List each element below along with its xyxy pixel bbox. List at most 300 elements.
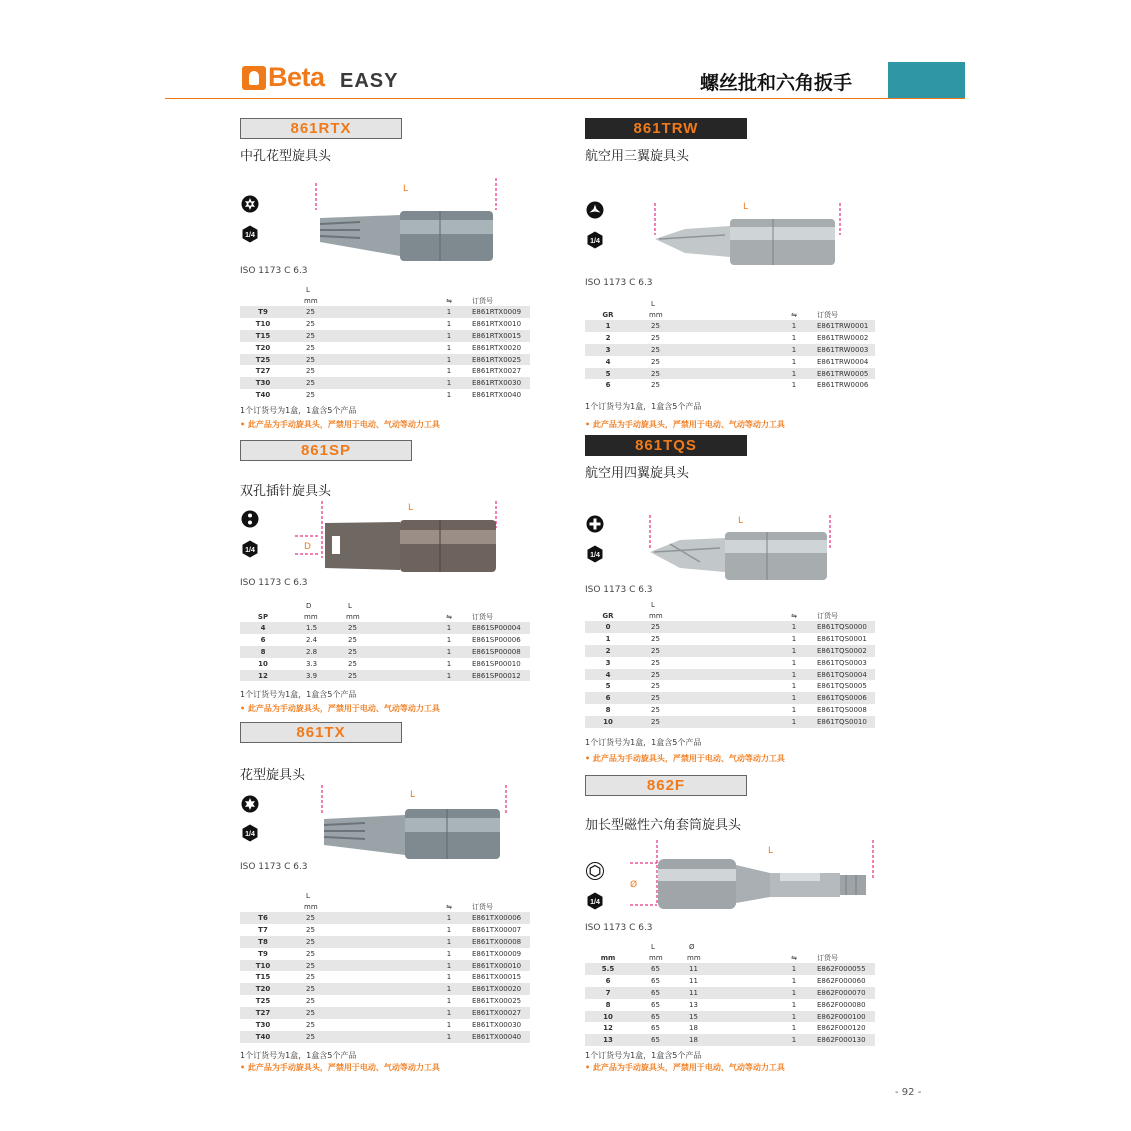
table-cell: 1 xyxy=(426,983,472,995)
tool-illustration-862f xyxy=(620,835,880,915)
table-row xyxy=(585,1011,875,1023)
table-cell: E861TX00006 xyxy=(472,912,530,924)
table-cell: 1 xyxy=(771,645,817,657)
table-cell: 1 xyxy=(426,330,472,342)
table-cell: 65 xyxy=(651,1024,660,1033)
torx-tamper-icon xyxy=(241,195,259,213)
svg-text:1/4: 1/4 xyxy=(245,232,255,239)
table-cell: 5.5 xyxy=(585,963,631,975)
brand-name: Beta xyxy=(268,62,325,92)
table-row xyxy=(585,987,875,999)
table-cell: 25 xyxy=(651,381,660,390)
table-cell: 25 xyxy=(286,960,426,972)
table-cell: 25 xyxy=(631,621,771,633)
product-line-name: EASY xyxy=(340,70,399,92)
table-cell: E862F000130 xyxy=(817,1034,875,1046)
column-header-order: 订货号 xyxy=(472,296,493,305)
table-cell: T6 xyxy=(240,912,286,924)
table-cell: 25 xyxy=(631,344,771,356)
table-cell: T25 xyxy=(255,997,271,1006)
table-cell: E861TQS0006 xyxy=(817,692,875,704)
table-cell: 25 xyxy=(286,377,426,389)
table-cell: 1 xyxy=(446,343,452,352)
table-cell: 1 xyxy=(771,1011,817,1023)
spec-table-862f: L Ø mm mm mm ⇋ 订货号 5.5 65 11 1 E862F000055 6 65 11 1 E862F000060 7 65 11 1 E862F000070 8 65 13 1 E862F000080 10 65 15 1 E862F000100 12 65 18 1 E862F000120 13 65 18 1 E862F000130 xyxy=(585,941,875,1046)
table-cell: 25 xyxy=(286,936,426,948)
table-cell: E861TQS0004 xyxy=(817,669,875,681)
table-row xyxy=(585,320,875,332)
table-cell: 1 xyxy=(791,333,797,342)
quarter-inch-hex-icon xyxy=(586,545,604,563)
table-cell: 1 xyxy=(771,621,817,633)
section-code-861tqs: 861TQS xyxy=(585,435,747,456)
pack-note: 1个订货号为1盒，1盒含5个产品 xyxy=(240,690,357,699)
table-cell: 3.3 xyxy=(306,659,318,668)
beta-logo-icon xyxy=(242,66,266,90)
column-header-gr: GR xyxy=(602,310,614,319)
table-row xyxy=(240,995,530,1007)
table-cell: 1 xyxy=(446,391,452,400)
svg-text:1/4: 1/4 xyxy=(590,552,600,559)
table-cell: 2 xyxy=(585,645,631,657)
table-cell: 13 xyxy=(689,1000,698,1009)
table-cell: 12 xyxy=(240,670,286,682)
pack-qty-icon: ⇋ xyxy=(446,902,452,911)
table-row xyxy=(240,1019,530,1031)
pack-qty-icon: ⇋ xyxy=(791,953,797,962)
table-cell: 25 xyxy=(306,973,315,982)
section-title-861sp: 双孔插针旋具头 xyxy=(240,484,332,499)
table-cell: 4 xyxy=(240,622,286,634)
table-cell: 0 xyxy=(585,621,631,633)
diameter-label: Ø xyxy=(630,880,638,890)
table-cell: 1 xyxy=(426,354,472,366)
table-row xyxy=(585,963,875,975)
table-cell: 1 xyxy=(771,320,817,332)
table-cell: 6 xyxy=(605,381,611,390)
table-cell: T30 xyxy=(240,377,286,389)
length-label: L xyxy=(738,516,744,526)
tool-illustration-861tx xyxy=(310,785,515,865)
table-cell: T9 xyxy=(258,949,268,958)
table-row xyxy=(585,999,875,1011)
spanner-two-hole-icon xyxy=(241,510,259,528)
table-cell: E861TX00040 xyxy=(472,1031,530,1043)
table-row xyxy=(585,692,875,704)
section-code-862f: 862F xyxy=(585,775,747,796)
table-cell: 1 xyxy=(426,646,472,658)
table-cell: 25 xyxy=(651,357,660,366)
tool-illustration-861rtx xyxy=(300,178,505,263)
column-header-mm: mm xyxy=(304,296,318,305)
table-cell: 25 xyxy=(332,646,426,658)
svg-text:1/4: 1/4 xyxy=(590,899,600,906)
table-cell: 65 xyxy=(631,1011,677,1023)
table-cell: 25 xyxy=(348,635,357,644)
header-color-bar xyxy=(888,62,965,98)
table-cell: 1 xyxy=(446,1020,452,1029)
table-cell: E861TRW0005 xyxy=(817,368,875,380)
table-cell: 6 xyxy=(585,692,631,704)
column-header-l: L xyxy=(306,285,310,294)
table-cell: T30 xyxy=(255,1020,271,1029)
quarter-inch-hex-icon xyxy=(586,892,604,910)
table-cell: E861RTX0025 xyxy=(472,354,530,366)
table-row xyxy=(585,1034,875,1046)
table-row xyxy=(585,669,875,681)
spec-table-861trw: L GR mm ⇋ 订货号 1 25 1 E861TRW0001 2 25 1 E861TRW0002 3 25 1 E861TRW0003 4 25 1 E861TRW0004 5 25 1 E861TRW0005 6 25 1 E861TRW0006 xyxy=(585,298,875,391)
table-cell: E861SP00010 xyxy=(472,659,521,668)
table-cell: 10 xyxy=(585,1011,631,1023)
torx-icon xyxy=(241,795,259,813)
table-row xyxy=(240,342,530,354)
svg-text:1/4: 1/4 xyxy=(245,547,255,554)
table-cell: 25 xyxy=(306,343,315,352)
table-row xyxy=(585,633,875,645)
table-cell: T8 xyxy=(240,936,286,948)
table-cell: 25 xyxy=(286,330,426,342)
table-cell: T20 xyxy=(255,343,271,352)
power-tool-warning: • 此产品为手动旋具头，严禁用于电动、气动等动力工具 xyxy=(240,420,440,429)
table-cell: 1.5 xyxy=(286,622,332,634)
table-cell: 25 xyxy=(306,949,315,958)
table-cell: T27 xyxy=(240,1007,286,1019)
table-cell: E861RTX0040 xyxy=(472,391,522,400)
table-row xyxy=(240,306,530,318)
table-row xyxy=(240,960,530,972)
table-cell: 6 xyxy=(260,635,266,644)
table-cell: E861SP00006 xyxy=(472,635,521,644)
section-code-861tx: 861TX xyxy=(240,722,402,743)
table-cell: 25 xyxy=(651,658,660,667)
table-cell: E861TX00030 xyxy=(472,1020,522,1029)
table-cell: 1 xyxy=(791,976,797,985)
table-cell: E861RTX0027 xyxy=(472,367,522,376)
table-row xyxy=(585,716,875,728)
spec-table-861tqs: L GR mm ⇋ 订货号 0 25 1 E861TQS0000 1 25 1 E861TQS0001 2 25 1 E861TQS0002 3 25 1 E861TQS0003 4 25 1 E861TQS0004 5 25 1 E861TQS0005 6 25 1 E861TQS0006 8 25 1 E861TQS0008 10 25 1 E861TQS0010 xyxy=(585,599,875,728)
table-cell: 25 xyxy=(306,391,315,400)
table-cell: 3 xyxy=(585,344,631,356)
table-cell: E862F000120 xyxy=(817,1024,866,1033)
table-cell: 8 xyxy=(605,706,611,715)
table-cell: E861TX00010 xyxy=(472,960,530,972)
table-cell: 11 xyxy=(677,963,771,975)
table-cell: T40 xyxy=(240,1031,286,1043)
table-cell: E861TRW0003 xyxy=(817,344,875,356)
table-cell: 25 xyxy=(348,659,357,668)
table-cell: E861TRW0001 xyxy=(817,320,875,332)
table-row xyxy=(585,645,875,657)
table-cell: E861SP00012 xyxy=(472,670,530,682)
table-cell: 1 xyxy=(791,706,797,715)
table-cell: E861TX00007 xyxy=(472,925,522,934)
spec-table-861sp: D L SP mm mm ⇋ 订货号 4 1.5 25 1 E861SP00004 6 2.4 25 1 E861SP00006 8 2.8 25 1 E861SP00008 10 3.3 25 1 E861SP00010 12 3.9 25 1 E861SP00012 xyxy=(240,600,530,681)
table-cell: 25 xyxy=(651,634,660,643)
table-cell: E861TQS0003 xyxy=(817,658,867,667)
table-cell: E862F000100 xyxy=(817,1011,875,1023)
table-row xyxy=(240,389,530,401)
table-cell: E861SP00004 xyxy=(472,622,530,634)
table-cell: 10 xyxy=(585,716,631,728)
table-row xyxy=(240,1031,530,1043)
section-code-861rtx: 861RTX xyxy=(240,118,402,139)
table-row xyxy=(585,344,875,356)
table-cell: 1 xyxy=(426,622,472,634)
quarter-inch-hex-icon xyxy=(241,824,259,842)
quarter-inch-hex-icon xyxy=(241,225,259,243)
table-cell: 2.8 xyxy=(286,646,332,658)
section-title-862f: 加长型磁性六角套筒旋具头 xyxy=(585,818,742,833)
table-cell: E861TQS0000 xyxy=(817,621,875,633)
table-cell: 1 xyxy=(791,357,797,366)
table-cell: 10 xyxy=(258,659,268,668)
table-cell: E861RTX0015 xyxy=(472,330,530,342)
iso-standard: ISO 1173 C 6.3 xyxy=(585,585,653,595)
table-cell: 1 xyxy=(426,960,472,972)
table-cell: 1 xyxy=(605,634,611,643)
table-cell: T25 xyxy=(240,354,286,366)
table-cell: 1 xyxy=(791,381,797,390)
page-number: - 92 - xyxy=(895,1087,922,1098)
table-row xyxy=(585,975,875,987)
iso-standard: ISO 1173 C 6.3 xyxy=(585,278,653,288)
power-tool-warning: • 此产品为手动旋具头，严禁用于电动、气动等动力工具 xyxy=(585,754,785,763)
table-cell: T27 xyxy=(255,367,271,376)
table-cell: 3.9 xyxy=(286,670,332,682)
table-cell: 1 xyxy=(791,1024,797,1033)
iso-standard: ISO 1173 C 6.3 xyxy=(240,578,308,588)
power-tool-warning: • 此产品为手动旋具头，严禁用于电动、气动等动力工具 xyxy=(585,1063,785,1072)
table-row xyxy=(240,354,530,366)
table-cell: 1 xyxy=(446,997,452,1006)
pack-note: 1个订货号为1盒，1盒含5个产品 xyxy=(585,1051,702,1060)
table-row xyxy=(240,1007,530,1019)
section-title-861rtx: 中孔花型旋具头 xyxy=(240,149,332,164)
iso-standard: ISO 1173 C 6.3 xyxy=(240,862,308,872)
table-cell: 1 xyxy=(446,367,452,376)
table-cell: 25 xyxy=(286,306,426,318)
table-cell: 1 xyxy=(771,963,817,975)
table-cell: E861TQS0002 xyxy=(817,645,875,657)
table-cell: 1 xyxy=(446,319,452,328)
table-cell: 1 xyxy=(771,987,817,999)
diameter-label: D xyxy=(304,542,311,552)
tri-wing-icon xyxy=(586,201,604,219)
table-cell: E861TQS0010 xyxy=(817,716,875,728)
table-cell: 25 xyxy=(631,320,771,332)
quarter-inch-hex-icon xyxy=(241,540,259,558)
table-cell: 1 xyxy=(446,949,452,958)
table-row xyxy=(585,657,875,669)
length-label: L xyxy=(408,503,414,513)
spec-table-861rtx xyxy=(240,284,530,401)
table-cell: E861SP00008 xyxy=(472,646,530,658)
table-cell: 25 xyxy=(651,706,660,715)
pack-note: 1个订货号为1盒，1盒含5个产品 xyxy=(585,402,702,411)
table-cell: T20 xyxy=(240,983,286,995)
table-cell: 25 xyxy=(631,716,771,728)
table-cell: 2.4 xyxy=(306,635,318,644)
page-title: 螺丝批和六角扳手 xyxy=(700,72,853,94)
power-tool-warning: • 此产品为手动旋具头，严禁用于电动、气动等动力工具 xyxy=(240,704,440,713)
table-row xyxy=(585,704,875,716)
table-cell: T10 xyxy=(255,319,271,328)
table-row xyxy=(240,622,530,634)
table-row xyxy=(585,621,875,633)
torq-set-icon xyxy=(586,515,604,533)
table-cell: T7 xyxy=(258,925,268,934)
table-cell: 65 xyxy=(651,1000,660,1009)
table-cell: 65 xyxy=(631,987,677,999)
table-row xyxy=(240,318,530,330)
table-cell: 25 xyxy=(306,925,315,934)
table-cell: E861RTX0010 xyxy=(472,319,522,328)
table-cell: E861TQS0005 xyxy=(817,682,867,691)
table-cell: 1 xyxy=(426,377,472,389)
pack-qty-icon: ⇋ xyxy=(446,296,452,305)
table-row xyxy=(240,646,530,658)
table-cell: 12 xyxy=(603,1024,613,1033)
tool-illustration-861sp xyxy=(290,498,505,578)
table-cell: E862F000055 xyxy=(817,963,875,975)
table-cell: 25 xyxy=(306,367,315,376)
table-cell: 15 xyxy=(677,1011,771,1023)
table-cell: 25 xyxy=(306,997,315,1006)
table-cell: 25 xyxy=(631,645,771,657)
section-code-861sp: 861SP xyxy=(240,440,412,461)
table-cell: E861TX00015 xyxy=(472,973,522,982)
iso-standard: ISO 1173 C 6.3 xyxy=(240,266,308,276)
table-cell: 18 xyxy=(677,1034,771,1046)
table-cell: T10 xyxy=(240,960,286,972)
svg-text:1/4: 1/4 xyxy=(245,831,255,838)
iso-standard: ISO 1173 C 6.3 xyxy=(585,923,653,933)
table-cell: E862F000060 xyxy=(817,976,866,985)
table-cell: 1 xyxy=(446,659,452,668)
table-row xyxy=(240,658,530,670)
spec-table-861tx: L mm ⇋ 订货号 T6 25 1 E861TX00006 T7 25 1 E861TX00007 T8 25 1 E861TX00008 T9 25 1 E861TX00009 T10 25 1 E861TX00010 T15 25 1 E861TX00015 T20 25 1 E861TX00020 T25 25 1 E861TX00025 T27 25 1 E861TX00027 T30 25 1 E861TX00030 T40 25 1 E861TX00040 xyxy=(240,890,530,1043)
table-cell: 1 xyxy=(791,682,797,691)
table-cell: E861TRW0006 xyxy=(817,381,869,390)
table-row xyxy=(585,356,875,368)
table-cell: 25 xyxy=(306,319,315,328)
table-cell: 13 xyxy=(585,1034,631,1046)
table-cell: 5 xyxy=(585,368,631,380)
length-label: L xyxy=(768,846,774,856)
table-cell: 1 xyxy=(791,658,797,667)
table-row xyxy=(240,670,530,682)
table-cell: E861TX00008 xyxy=(472,936,530,948)
table-cell: 8 xyxy=(605,1000,611,1009)
table-row xyxy=(585,1022,875,1034)
tool-illustration-861trw xyxy=(645,195,850,270)
table-cell: 1 xyxy=(426,1031,472,1043)
table-cell: 25 xyxy=(631,669,771,681)
length-label: L xyxy=(743,202,749,212)
table-cell: 25 xyxy=(286,983,426,995)
power-tool-warning: • 此产品为手动旋具头，严禁用于电动、气动等动力工具 xyxy=(585,420,785,429)
table-cell: 1 xyxy=(426,670,472,682)
table-row xyxy=(240,924,530,936)
table-cell: 25 xyxy=(631,368,771,380)
table-cell: 11 xyxy=(689,976,698,985)
quarter-inch-hex-icon xyxy=(586,231,604,249)
pack-qty-icon: ⇋ xyxy=(446,612,452,621)
table-cell: 1 xyxy=(771,344,817,356)
table-row xyxy=(240,912,530,924)
table-cell: 8 xyxy=(240,646,286,658)
table-cell: E861RTX0030 xyxy=(472,377,530,389)
pack-note: 1个订货号为1盒，1盒含5个产品 xyxy=(240,406,357,415)
table-cell: 65 xyxy=(631,1034,677,1046)
table-cell: 1 xyxy=(771,368,817,380)
header-divider xyxy=(165,98,965,99)
table-cell: 1 xyxy=(426,1007,472,1019)
table-cell: 25 xyxy=(286,1007,426,1019)
section-title-861trw: 航空用三翼旋具头 xyxy=(585,149,690,164)
table-row xyxy=(585,680,875,692)
table-cell: 1 xyxy=(446,925,452,934)
column-header-sp: SP xyxy=(257,612,269,621)
table-row xyxy=(240,936,530,948)
table-cell: 1 xyxy=(426,936,472,948)
table-cell: 25 xyxy=(306,1020,315,1029)
table-cell: 25 xyxy=(651,333,660,342)
pack-qty-icon: ⇋ xyxy=(791,310,797,319)
table-row xyxy=(240,983,530,995)
table-cell: 3 xyxy=(605,658,611,667)
svg-text:1/4: 1/4 xyxy=(590,238,600,245)
table-row xyxy=(585,332,875,344)
table-cell: 1 xyxy=(771,1034,817,1046)
table-cell: 4 xyxy=(605,357,611,366)
length-label: L xyxy=(410,790,416,800)
table-cell: E861TQS0001 xyxy=(817,634,867,643)
table-cell: 25 xyxy=(332,670,426,682)
table-cell: 1 xyxy=(426,912,472,924)
pack-qty-icon: ⇋ xyxy=(791,611,797,620)
table-row xyxy=(240,948,530,960)
table-cell: E861RTX0009 xyxy=(472,306,530,318)
section-title-861tqs: 航空用四翼旋具头 xyxy=(585,466,690,481)
table-row xyxy=(240,377,530,389)
table-cell: 18 xyxy=(689,1024,698,1033)
table-cell: 25 xyxy=(286,354,426,366)
length-label: L xyxy=(403,184,409,194)
table-cell: 1 xyxy=(791,634,797,643)
table-row xyxy=(240,971,530,983)
table-cell: E861RTX0020 xyxy=(472,343,522,352)
table-cell: 25 xyxy=(286,912,426,924)
table-cell: 65 xyxy=(631,963,677,975)
table-cell: 1 xyxy=(791,1000,797,1009)
table-cell: E861TQS0008 xyxy=(817,706,867,715)
table-cell: E861TX00020 xyxy=(472,983,530,995)
table-cell: 11 xyxy=(677,987,771,999)
section-title-861tx: 花型旋具头 xyxy=(240,768,306,783)
table-cell: E861TX00025 xyxy=(472,997,522,1006)
table-cell: E862F000070 xyxy=(817,987,875,999)
pack-note: 1个订货号为1盒，1盒含5个产品 xyxy=(585,738,702,747)
hex-socket-icon xyxy=(586,862,604,880)
table-cell: 1 xyxy=(771,716,817,728)
table-row xyxy=(240,365,530,377)
section-code-861trw: 861TRW xyxy=(585,118,747,139)
table-cell: 25 xyxy=(631,692,771,704)
table-cell: E861TX00009 xyxy=(472,949,522,958)
table-cell: 6 xyxy=(605,976,611,985)
table-cell: 1 xyxy=(585,320,631,332)
